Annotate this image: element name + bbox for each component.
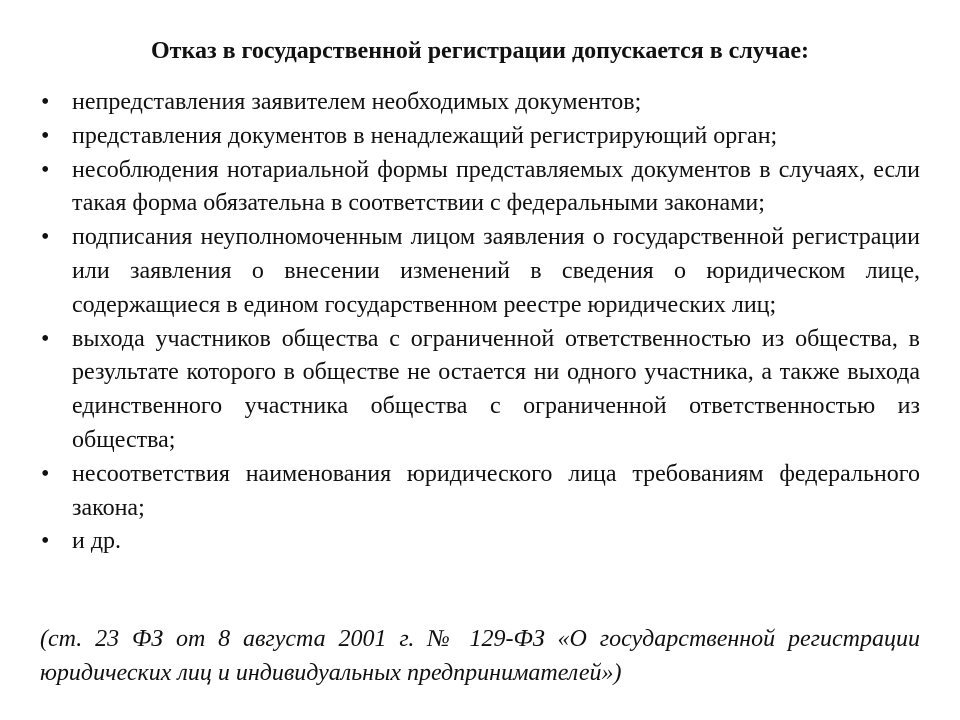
list-item [40,323,920,458]
bullet-list [40,86,920,559]
list-item [40,120,920,154]
list-item [40,154,920,222]
list-item-text: подписания неуполномоченным лицом заявления о государственной регистрации или заявления о внесении изменений в сведения о юридическом лице, содержащиеся в едином государственном реестре юридических лиц; [72,224,920,318]
slide-title: Отказ в государственной регистрации допускается в случае: [151,38,809,64]
list-item [40,458,920,526]
bullet-icon: • [41,89,50,115]
list-item-text: выхода участников общества с ограниченной ответственностью из общества, в результате которого в обществе не остается ни одного участника, а также выхода единственного участника общества с ограниченной ответственностью из общества; [72,325,920,453]
bullet-icon: • [41,528,50,555]
list-item-text: несоответствия наименования юридического лица требованиям федерального закона; [72,460,920,521]
bullet-icon: • [41,122,50,149]
list-item-text: непредставления заявителем необходимых документов; [72,89,642,115]
list-item [40,221,920,322]
bullet-icon: • [41,156,50,183]
list-item-text: и др. [72,528,122,555]
bullet-icon: • [41,325,50,352]
bullet-icon: • [41,224,50,251]
source-citation: (ст. 23 ФЗ от 8 августа 2001 г. № 129-ФЗ «О государственной регистрации юридических лиц и индивидуальных предпринимателей») [40,626,920,686]
list-item-text: представления документов в ненадлежащий регистрирующий орган; [72,122,778,149]
list-item [40,86,920,120]
bullet-icon: • [41,460,50,487]
list-item [40,525,920,559]
list-item-text: несоблюдения нотариальной формы представляемых документов в случаях, если такая форма обязательна в соответствии с федеральными законами; [72,156,920,217]
